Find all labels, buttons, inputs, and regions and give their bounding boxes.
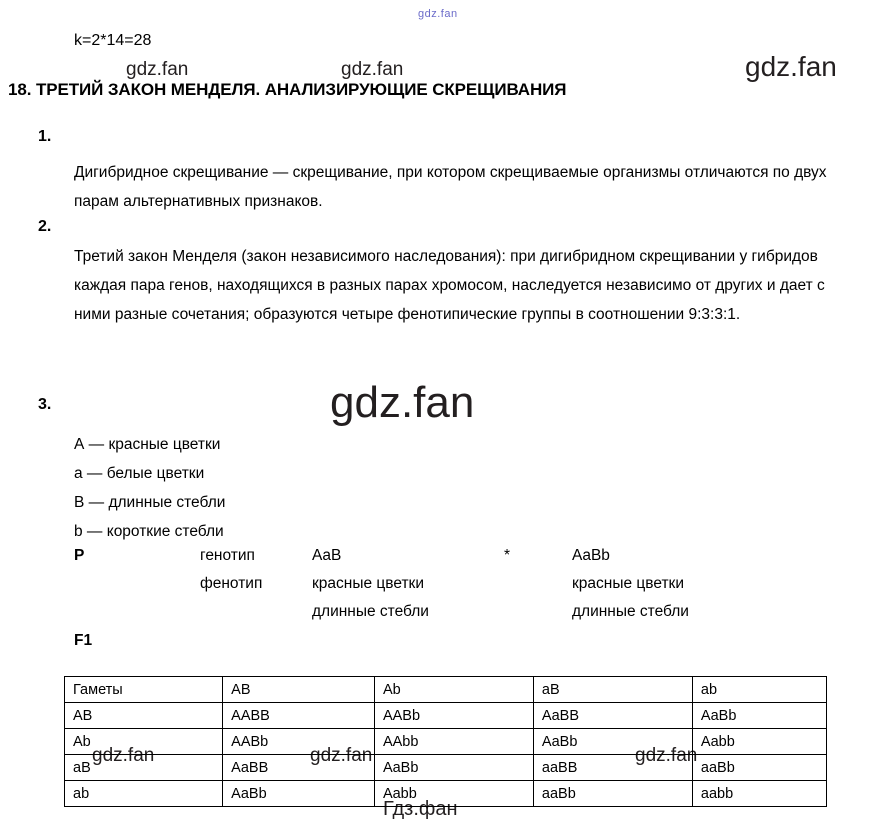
p-label: Р [74, 547, 85, 564]
genotype-right: AaBb [572, 547, 610, 564]
table-row [65, 729, 827, 755]
spacer [504, 570, 572, 598]
table-cell: ab [65, 781, 223, 807]
table-cell: aaBB [533, 755, 692, 781]
cross-symbol: * [504, 547, 511, 564]
watermark: gdz.fan [745, 51, 837, 82]
item-number-3: 3. [38, 396, 52, 413]
watermark-top: gdz.fan [418, 8, 458, 20]
table-cell: aabb [692, 781, 826, 807]
table-header-cell: aB [533, 677, 692, 703]
spacer [74, 598, 200, 626]
table-header-cell: Ab [374, 677, 533, 703]
punnett-square-table [64, 676, 827, 807]
table-row [65, 703, 827, 729]
watermark: gdz.fan [92, 745, 155, 766]
table-cell: aaBb [692, 755, 826, 781]
table-cell: AABB [223, 703, 375, 729]
watermark: gdz.fan [330, 378, 475, 427]
page-title: 18. ТРЕТИЙ ЗАКОН МЕНДЕЛЯ. АНАЛИЗИРУЮЩИЕ СКРЕЩИВАНИЯ [8, 80, 567, 99]
phenotype-left-line2: длинные стебли [312, 603, 429, 620]
legend-line: В — длинные стебли [74, 494, 226, 511]
table-cell: aB [65, 755, 223, 781]
genotype-label: генотип [200, 547, 255, 564]
watermark: gdz.fan [341, 59, 404, 80]
table-cell: aaBb [533, 781, 692, 807]
table-row [65, 755, 827, 781]
legend-line: а — белые цветки [74, 465, 205, 482]
table-cell: AB [65, 703, 223, 729]
legend-line: А — красные цветки [74, 436, 221, 453]
spacer [74, 570, 200, 598]
table-cell: AABb [374, 703, 533, 729]
spacer [200, 598, 312, 626]
table-cell: AaBb [533, 729, 692, 755]
table-header-cell: AB [223, 677, 375, 703]
table-row [65, 781, 827, 807]
table-cell: Ab [65, 729, 223, 755]
formula-line: k=2*14=28 [74, 32, 152, 49]
allele-legend [74, 430, 225, 546]
genotype-left: AaB [312, 547, 342, 564]
item-number-1: 1. [38, 128, 52, 145]
f1-label: F1 [74, 632, 93, 649]
spacer [504, 598, 572, 626]
item-text-1: Дигибридное скрещивание — скрещивание, при котором скрещиваемые организмы отличаются по двух парам альтернативных признаков. [74, 164, 827, 210]
cross-phenotype-row-2 [74, 598, 834, 626]
table-cell: AaBb [374, 755, 533, 781]
table-cell: Aabb [692, 729, 826, 755]
table-cell: AaBb [223, 781, 375, 807]
item-number-2: 2. [38, 218, 52, 235]
watermark: gdz.fan [126, 59, 189, 80]
table-row [65, 677, 827, 703]
watermark: gdz.fan [635, 745, 698, 766]
table-header-cell: Гаметы [65, 677, 223, 703]
phenotype-left-line1: красные цветки [312, 575, 424, 592]
cross-genotype-row [74, 542, 834, 570]
table-cell: AAbb [374, 729, 533, 755]
phenotype-right-line2: длинные стебли [572, 603, 689, 620]
table-cell: AABb [223, 729, 375, 755]
table-cell: AaBb [692, 703, 826, 729]
phenotype-label: фенотип [200, 575, 263, 592]
item-text-2: Третий закон Менделя (закон независимого наследования): при дигибридном скрещивании у гибридов каждая пара генов, находящихся в разных парах хромосом, наследуется независимо от других и дает с ними разные сочетания; образуются четыре фенотипические группы в соотношении 9:3:3:1. [74, 248, 825, 323]
watermark-bottom: Гдз.фан [383, 798, 458, 820]
legend-line: b — короткие стебли [74, 523, 224, 540]
phenotype-right-line1: красные цветки [572, 575, 684, 592]
parental-cross-block [74, 542, 834, 626]
table-header-cell: ab [692, 677, 826, 703]
cross-phenotype-row [74, 570, 834, 598]
watermark: gdz.fan [310, 745, 373, 766]
table-cell: Aabb [374, 781, 533, 807]
table-cell: AaBB [223, 755, 375, 781]
table-cell: AaBB [533, 703, 692, 729]
